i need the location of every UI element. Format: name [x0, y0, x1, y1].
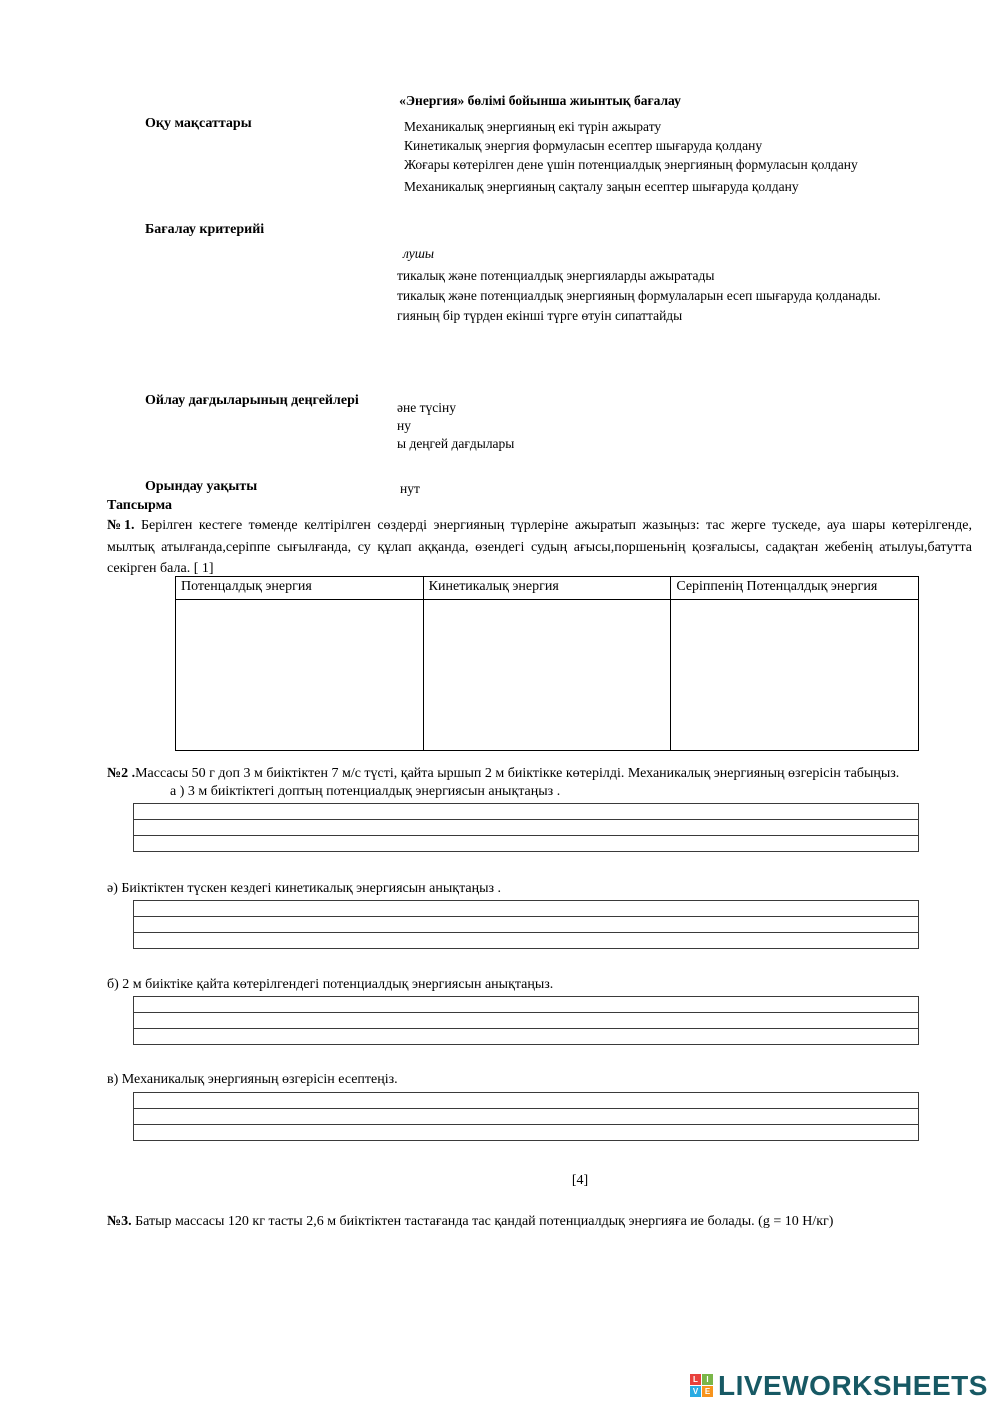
task2-part-v-answer-group: [133, 1092, 919, 1141]
criteria-item: гияның бір түрден екінші түрге өтуін сипаттайды: [397, 308, 683, 323]
answer-input-row[interactable]: [133, 803, 919, 820]
objectives-list: [404, 117, 858, 196]
answer-input-row[interactable]: [133, 916, 919, 933]
task2-number: №2 .: [107, 766, 136, 781]
criteria-item: тикалық және потенциалдық энергияларды ажыратады: [397, 268, 715, 283]
table-answer-row: [176, 600, 919, 751]
task3-number: №3.: [107, 1214, 132, 1229]
answer-input-row[interactable]: [133, 932, 919, 949]
time-value: нут: [400, 481, 420, 496]
answer-input-row[interactable]: [133, 1092, 919, 1109]
task2-text: [107, 763, 975, 785]
objective-item: Механикалық энергияның сақталу заңын есептер шығаруда қолдану: [404, 179, 799, 194]
table-answer-cell-kinetic[interactable]: [423, 600, 671, 751]
answer-input-row[interactable]: [133, 996, 919, 1013]
objective-item: Кинетикалық энергия формуласын есептер шығаруда қолдану: [404, 138, 763, 153]
task2-part-v-label: в) Механикалық энергияның өзгерісін есептеңіз.: [107, 1072, 398, 1087]
answer-input-row[interactable]: [133, 1012, 919, 1029]
energy-types-table: [175, 576, 919, 751]
table-answer-cell-potential[interactable]: [176, 600, 424, 751]
table-header-spring-potential: Серіппенің Потенцалдық энергия: [671, 577, 919, 600]
task3-body: Батыр массасы 120 кг тасты 2,6 м биіктіктен тастағанда тас қандай потенциалдық энергияға ие болады. (g = 10 Н/кг): [135, 1214, 834, 1229]
table-header-kinetic: Кинетикалық энергия: [423, 577, 671, 600]
task1-number: №1.: [107, 518, 135, 533]
answer-input-row[interactable]: [133, 1124, 919, 1141]
task2-points: [4]: [571, 1173, 589, 1188]
task1-text: [107, 515, 972, 580]
tasks-heading: Тапсырма: [107, 498, 173, 513]
logo-square-v: V: [690, 1386, 701, 1397]
time-label: Орындау уақыты: [145, 479, 258, 494]
thinking-levels-label: Ойлау дағдыларының деңгейлері: [145, 393, 359, 408]
liveworksheets-wordmark: LIVEWORKSHEETS: [718, 1370, 988, 1401]
task2-part-a2-answer-group: [133, 900, 919, 949]
task2-part-b-label: б) 2 м биіктіке қайта көтерілгендегі потенциалдық энергиясын анықтаңыз.: [107, 977, 554, 992]
answer-input-row[interactable]: [133, 1108, 919, 1125]
liveworksheets-logo-icon: [690, 1374, 714, 1398]
table-header-row: [176, 577, 919, 600]
table-header-potential: Потенцалдық энергия: [176, 577, 424, 600]
task2-part-a2-label: ә) Биіктіктен түскен кездегі кинетикалық энергиясын анықтаңыз .: [107, 881, 502, 896]
answer-input-row[interactable]: [133, 819, 919, 836]
answer-input-row[interactable]: [133, 1028, 919, 1045]
liveworksheets-logo: [690, 1372, 988, 1400]
logo-square-i: I: [702, 1374, 713, 1385]
task2-part-a-label: а ) 3 м биіктіктегі доптың потенциалдық энергиясын анықтаңыз .: [170, 784, 561, 799]
task2-part-b-answer-group: [133, 996, 919, 1045]
task2-part-a-answer-group: [133, 803, 919, 852]
criteria-list: [397, 266, 881, 326]
page-title: «Энергия» бөлімі бойынша жиынтық бағалау: [399, 93, 681, 108]
logo-square-l: L: [690, 1374, 701, 1385]
criteria-item: тикалық және потенциалдық энергияның формулаларын есеп шығаруда қолданады.: [397, 288, 881, 303]
criteria-label: Бағалау критерийі: [145, 222, 265, 237]
objective-item: Жоғары көтерілген дене үшін потенциалдық энергияның формуласын қолдану: [404, 157, 858, 172]
answer-input-row[interactable]: [133, 900, 919, 917]
task2-body: Массасы 50 г доп 3 м биіктіктен 7 м/с түсті, қайта ыршып 2 м биіктікке көтерілді. Механикалық энергияның өзгерісін табыңыз.: [135, 766, 900, 781]
criteria-intro: лушы: [403, 246, 435, 261]
table-answer-cell-spring-potential[interactable]: [671, 600, 919, 751]
objective-item: Механикалық энергияның екі түрін ажырату: [404, 119, 662, 134]
task3-text: [107, 1211, 975, 1233]
thinking-level-item: әне түсіну: [397, 400, 456, 415]
task1-body: Берілген кестеге төменде келтірілген сөздерді энергияның түрлеріне ажыратып жазыңыз: тас жерге тускеде, ауа шары көтерілгенде, мылтық атылғанда,серіппе сығылғанда, су құлап аққанда, өзендегі судың ағысы,поршеньнің қозғалысы, садақтан жебенің атылуы,батутта секірген бала. [ 1]: [107, 518, 973, 576]
thinking-level-item: ы деңгей дағдылары: [397, 436, 515, 451]
thinking-level-item: ну: [397, 418, 411, 433]
thinking-levels-list: [397, 399, 514, 453]
logo-square-e: E: [702, 1386, 713, 1397]
objectives-label: Оқу мақсаттары: [145, 116, 252, 131]
answer-input-row[interactable]: [133, 835, 919, 852]
